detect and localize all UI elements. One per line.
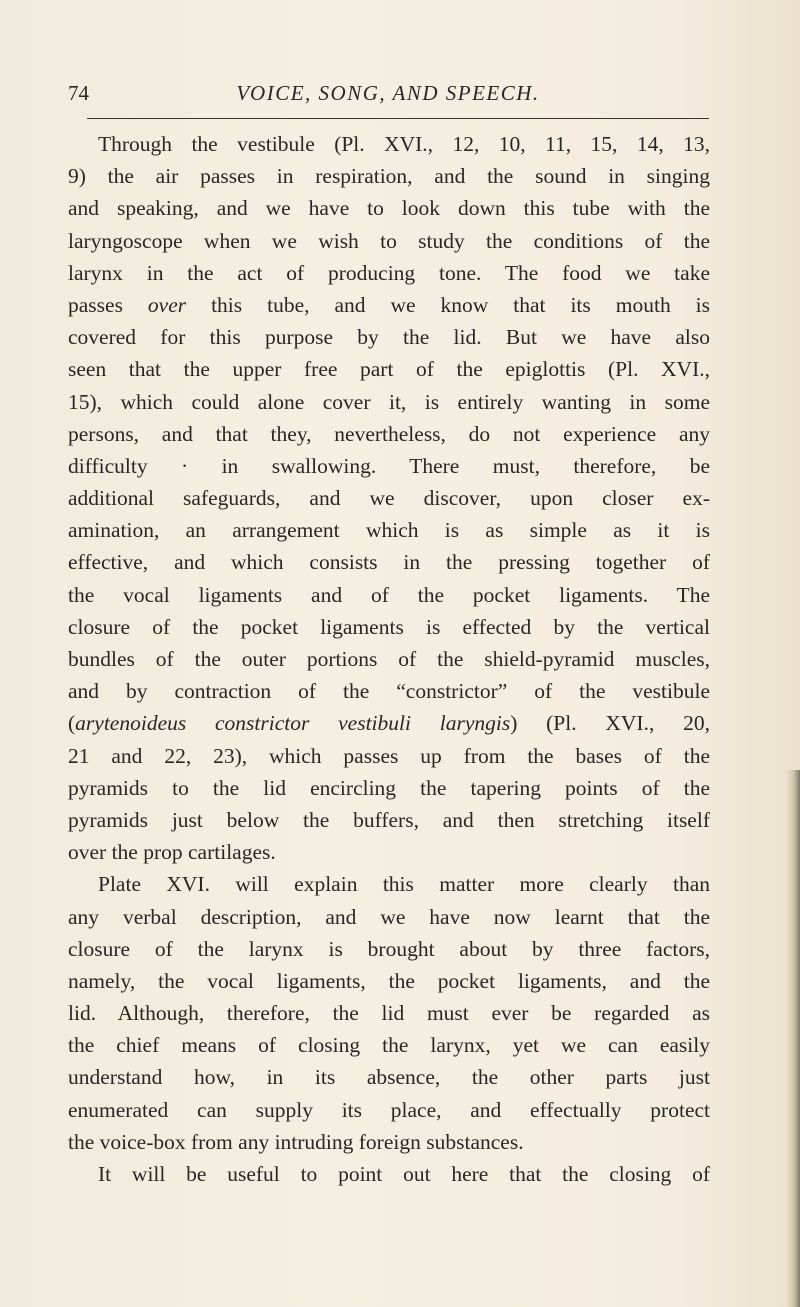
text-line [68, 128, 710, 160]
text-segment: 9) the air passes in respiration, and the sound in singing [68, 164, 710, 189]
text-segment: passes [68, 292, 148, 317]
text-segment: bundles of the outer portions of the shield-pyramid muscles, [68, 647, 710, 671]
text-line [68, 1061, 710, 1093]
text-segment: Plate XVI. will explain this matter more clearly than [98, 872, 710, 897]
text-segment: any verbal description, and we have now learnt that the [68, 904, 710, 929]
running-head: VOICE, SONG, AND SPEECH. [236, 81, 540, 105]
text-line [68, 321, 710, 353]
text-line [68, 1158, 710, 1190]
text-line [68, 386, 710, 418]
text-segment: 21 and 22, 23), which passes up from the bases of the [68, 743, 710, 768]
text-segment: closure of the pocket ligaments is effected by the vertical [68, 614, 710, 639]
italic-text: over [147, 292, 187, 317]
text-line [68, 707, 710, 739]
text-line [68, 1029, 710, 1061]
page-edge-shadow [786, 770, 800, 1307]
text-line [68, 901, 710, 933]
page-header [68, 80, 708, 106]
text-line [68, 257, 710, 289]
text-line [68, 418, 710, 450]
text-segment: the chief means of closing the larynx, yet we can easily [68, 1033, 710, 1058]
text-segment: understand how, in its absence, the other parts just [68, 1065, 710, 1090]
text-line [68, 740, 710, 772]
text-line [68, 836, 710, 868]
text-line [68, 225, 710, 257]
text-segment: and speaking, and we have to look down this tube with the [68, 196, 710, 221]
text-line [68, 611, 710, 643]
text-line [68, 546, 710, 578]
text-segment: ) (Pl. XVI., 20, [510, 711, 710, 736]
text-segment: namely, the vocal ligaments, the pocket ligaments, and the [68, 968, 710, 993]
text-line [68, 1094, 710, 1126]
text-line [68, 868, 710, 900]
text-line [68, 289, 710, 321]
text-segment: enumerated can supply its place, and effectually protect [68, 1097, 710, 1122]
text-line [68, 160, 710, 192]
text-line [68, 579, 710, 611]
text-line [68, 482, 710, 514]
text-segment: seen that the upper free part of the epiglottis (Pl. XVI., [68, 357, 710, 382]
text-segment: lid. Although, therefore, the lid must ever be regarded as [68, 1001, 710, 1026]
text-segment: pyramids to the lid encircling the tapering points of the [68, 775, 710, 800]
text-segment: It will be useful to point out here that the closing of [98, 1162, 710, 1186]
text-line [68, 997, 710, 1029]
text-segment: difficulty · in swallowing. There must, therefore, be [68, 453, 710, 478]
text-segment: additional safeguards, and we discover, upon closer ex- [68, 486, 710, 511]
text-segment: the vocal ligaments and of the pocket ligaments. The [68, 582, 710, 607]
text-segment: pyramids just below the buffers, and then stretching itself [68, 807, 710, 832]
text-line [68, 804, 710, 836]
text-segment: persons, and that they, nevertheless, do not experience any [68, 421, 710, 446]
text-segment: ( [68, 711, 76, 736]
text-line [68, 192, 710, 224]
page-number: 74 [68, 81, 89, 105]
text-segment: and by contraction of the “constrictor” of the vestibule [68, 679, 710, 704]
header-rule [87, 118, 709, 119]
text-line [68, 643, 710, 675]
text-line [68, 353, 710, 385]
text-segment: amination, an arrangement which is as simple as it is [68, 518, 710, 543]
text-segment: this tube, and we know that its mouth is [186, 292, 710, 317]
text-line [68, 514, 710, 546]
body-text [68, 128, 710, 1190]
text-line [68, 450, 710, 482]
text-segment: over the prop cartilages. [68, 840, 276, 865]
text-segment: laryngoscope when we wish to study the conditions of the [68, 228, 710, 253]
text-segment: larynx in the act of producing tone. The food we take [68, 260, 710, 285]
text-segment: the voice-box from any intruding foreign substances. [68, 1129, 524, 1154]
text-segment: Through the vestibule (Pl. XVI., 12, 10, 11, 15, 14, 13, [98, 132, 710, 156]
text-line [68, 1126, 710, 1158]
text-segment: covered for this purpose by the lid. But we have also [68, 325, 710, 350]
text-line [68, 772, 710, 804]
text-line [68, 965, 710, 997]
italic-text: arytenoideus constrictor vestibuli laryngis [75, 711, 511, 736]
text-segment: effective, and which consists in the pressing together of [68, 550, 710, 575]
text-line [68, 675, 710, 707]
text-line [68, 933, 710, 965]
text-segment: closure of the larynx is brought about by three factors, [68, 936, 710, 961]
text-segment: 15), which could alone cover it, is entirely wanting in some [68, 389, 710, 414]
